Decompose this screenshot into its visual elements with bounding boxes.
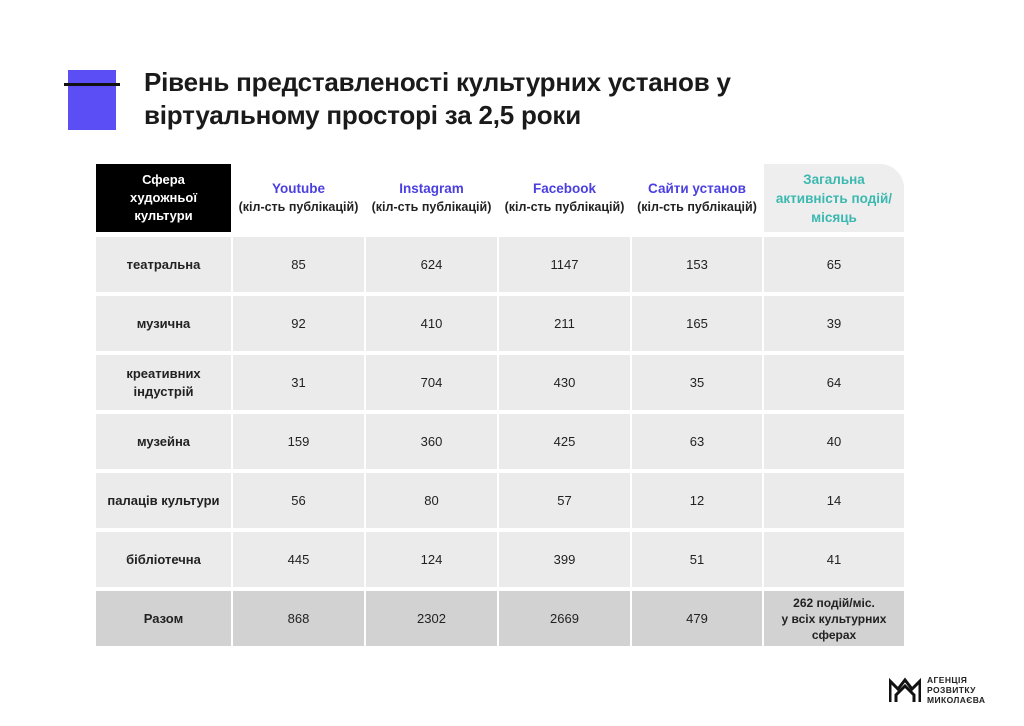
cell-value: 64	[826, 375, 842, 390]
header-platform-name: Сайти установ	[648, 181, 746, 196]
header-youtube	[233, 164, 364, 232]
page-title-line-1: Рівень представленості культурних установ у	[144, 67, 731, 97]
header-platform-sub: (кіл-сть публікацій)	[637, 200, 757, 214]
row-label-line: музейна	[136, 433, 191, 449]
header-total-activity-line: місяць	[811, 209, 857, 225]
cell-value: 159	[287, 434, 310, 449]
logo-line-3: МИКОЛАЄВА	[927, 695, 986, 705]
row-label-line: палаців культури	[107, 492, 220, 508]
cell-value: 40	[826, 434, 842, 449]
logo-line-1: АГЕНЦІЯ	[927, 675, 968, 685]
cell-value: 430	[553, 375, 576, 390]
row-label	[96, 237, 231, 292]
cell-value: 153	[686, 257, 708, 272]
total-value: 868	[287, 611, 310, 626]
row-label	[96, 414, 231, 469]
header-platform-sub: (кіл-сть публікацій)	[371, 200, 492, 214]
total-label	[96, 591, 231, 646]
cell-value: 12	[689, 493, 705, 508]
table-cell	[366, 414, 497, 469]
header-platform-name: Instagram	[399, 181, 464, 196]
cell-value: 704	[420, 375, 443, 390]
table-cell	[764, 473, 904, 528]
statistics-table	[96, 164, 904, 646]
header-platform-sub: (кіл-сть публікацій)	[504, 200, 625, 214]
row-label	[96, 296, 231, 351]
cell-value: 39	[826, 316, 842, 331]
row-label-line: бібліотечна	[126, 551, 201, 567]
header-platform-sub: (кіл-сть публікацій)	[238, 200, 359, 214]
table-cell	[632, 414, 762, 469]
header-platform-name: Facebook	[532, 181, 597, 196]
cell-value: 63	[689, 434, 705, 449]
table-cell	[233, 355, 364, 410]
table-cell	[632, 296, 762, 351]
row-label	[96, 355, 231, 410]
table-cell	[499, 355, 630, 410]
total-cell	[499, 591, 630, 646]
table-cell	[233, 532, 364, 587]
table-cell	[233, 414, 364, 469]
total-cell	[632, 591, 762, 646]
total-note-line: 262 подій/міс.	[793, 595, 875, 610]
cell-value: 624	[420, 257, 443, 272]
header-art-sphere-line: Сфера	[142, 172, 185, 187]
table-cell	[764, 237, 904, 292]
table-cell	[764, 532, 904, 587]
cell-value: 410	[420, 316, 443, 331]
cell-value: 92	[291, 316, 306, 331]
cell-value: 51	[689, 552, 705, 567]
cell-value: 65	[826, 257, 842, 272]
cell-value: 165	[686, 316, 708, 331]
header-platform-name: Youtube	[272, 181, 325, 196]
table-cell	[632, 532, 762, 587]
table-cell	[632, 473, 762, 528]
table-cell	[632, 355, 762, 410]
cell-value: 31	[291, 375, 306, 390]
table-cell	[764, 296, 904, 351]
page-title-line-2: віртуальному просторі за 2,5 роки	[144, 100, 581, 130]
cell-value: 35	[689, 375, 705, 390]
row-label-line: театральна	[126, 256, 201, 272]
total-value: 2302	[417, 611, 446, 626]
table-cell	[764, 355, 904, 410]
cell-value: 1147	[550, 257, 579, 272]
logo-line-2: РОЗВИТКУ	[927, 685, 976, 695]
table-cell	[233, 296, 364, 351]
title-decoration-icon	[64, 70, 120, 130]
header-total-activity	[764, 164, 904, 232]
total-note-line: сферах	[811, 627, 857, 642]
cell-value: 57	[557, 493, 572, 508]
total-label-text: Разом	[143, 611, 184, 626]
cell-value: 399	[553, 552, 576, 567]
table-cell	[499, 473, 630, 528]
table-cell	[366, 532, 497, 587]
total-value: 479	[686, 611, 708, 626]
table-cell	[233, 237, 364, 292]
header-instagram	[366, 164, 497, 232]
table-cell	[233, 473, 364, 528]
row-label	[96, 532, 231, 587]
cell-value: 14	[826, 493, 842, 508]
cell-value: 360	[420, 434, 443, 449]
table-cell	[366, 296, 497, 351]
table-cell	[499, 296, 630, 351]
mountain-m-logo-icon	[889, 675, 921, 703]
cell-value: 124	[420, 552, 443, 567]
table-cell	[764, 414, 904, 469]
cell-value: 41	[826, 552, 842, 567]
total-note	[764, 591, 904, 646]
total-cell	[366, 591, 497, 646]
cell-value: 56	[291, 493, 306, 508]
row-label-line: індустрій	[133, 383, 194, 399]
black-bar-icon	[64, 83, 120, 86]
total-value: 2669	[550, 611, 579, 626]
total-cell	[233, 591, 364, 646]
table-cell	[366, 473, 497, 528]
cell-value: 445	[287, 552, 310, 567]
cell-value: 80	[424, 493, 439, 508]
agency-logo	[889, 673, 999, 707]
table-cell	[499, 237, 630, 292]
header-art-sphere-line: художньої	[130, 190, 197, 205]
page-title	[144, 66, 864, 132]
row-label	[96, 473, 231, 528]
row-label-line: музична	[136, 315, 191, 331]
table-cell	[366, 237, 497, 292]
header-сайти-установ	[632, 164, 762, 232]
logo-text	[927, 675, 985, 705]
blue-block-icon	[68, 70, 116, 130]
table-cell	[499, 414, 630, 469]
header-art-sphere	[96, 164, 231, 232]
header-total-activity-line: активність подій/	[775, 190, 893, 206]
row-label-line: креативних	[126, 365, 201, 381]
table-cell	[632, 237, 762, 292]
cell-value: 85	[291, 257, 306, 272]
cell-value: 211	[554, 316, 575, 331]
cell-value: 425	[553, 434, 576, 449]
total-note-line: у всіх культурних	[781, 611, 887, 626]
header-facebook	[499, 164, 630, 232]
header-art-sphere-line: культури	[134, 208, 193, 223]
table-cell	[366, 355, 497, 410]
table-cell	[499, 532, 630, 587]
header-total-activity-line: Загальна	[803, 171, 865, 187]
